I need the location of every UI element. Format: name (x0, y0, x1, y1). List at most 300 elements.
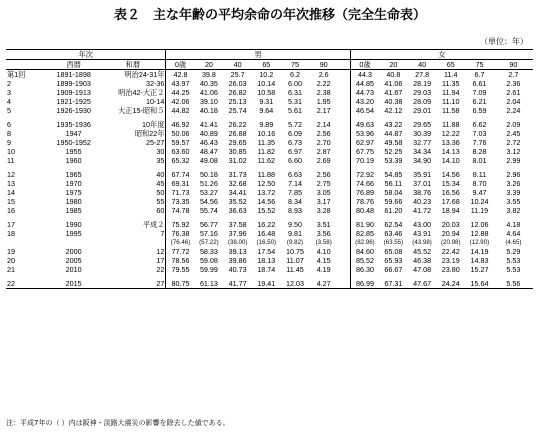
gap-cell (338, 220, 350, 229)
male-value: 40.35 (199, 79, 218, 88)
male-value: 61.13 (195, 279, 224, 289)
female-value: 6.61 (472, 79, 487, 88)
female-value: 2.96 (506, 170, 521, 179)
row-number: 20 (7, 256, 15, 265)
male-value: 5.72 (288, 120, 302, 129)
row-wareki: 明治24-31年 (124, 70, 165, 79)
male-value: 12.50 (257, 179, 276, 188)
male-value: 74.78 (166, 206, 195, 215)
row-number: 17 (7, 220, 15, 229)
header-age-m: 75 (281, 60, 310, 70)
male-value: 4.27 (309, 279, 338, 289)
male-value: 3.05 (316, 188, 331, 197)
row-wareki: 22 (156, 265, 165, 274)
male-value: 43.97 (166, 79, 195, 88)
male-value: 4.10 (316, 247, 331, 256)
male-value: 40.18 (199, 106, 218, 115)
female-value: 17.68 (441, 197, 460, 206)
female-value: 2.99 (506, 156, 521, 165)
header-age-f: 0歳 (350, 60, 379, 70)
female-value: 53.96 (350, 129, 379, 138)
gap-cell (338, 120, 350, 129)
female-value: 9.47 (472, 188, 487, 197)
male-value: 10.58 (257, 88, 276, 97)
row-seireki: 1975 (65, 188, 82, 197)
male-value: 58.33 (199, 247, 218, 256)
female-value: 3.82 (506, 206, 521, 215)
female-value: 3.55 (506, 197, 521, 206)
male-value: 3.17 (316, 197, 331, 206)
female-value: 29.01 (413, 106, 432, 115)
female-value: 78.76 (350, 197, 379, 206)
female-value: 5.29 (506, 247, 521, 256)
male-value: 44.25 (166, 88, 195, 97)
female-value: 86.30 (350, 265, 379, 274)
male-value: 2.14 (316, 120, 331, 129)
male-value: 10.75 (286, 247, 304, 256)
header-age-m: 20 (195, 60, 224, 70)
female-value: 38.76 (413, 188, 432, 197)
female-value: 10.24 (470, 197, 489, 206)
female-value: 65.93 (384, 256, 403, 265)
male-value: 11.45 (286, 265, 304, 274)
female-value: 61.20 (384, 206, 403, 215)
female-value: 28.09 (413, 97, 432, 106)
male-value: (16.50) (256, 239, 277, 246)
row-number: 第1回 (7, 70, 26, 79)
male-value: 40.73 (228, 265, 247, 274)
male-value: 2.22 (316, 79, 331, 88)
male-value: 39.8 (201, 70, 216, 79)
header-age-f: 90 (494, 60, 533, 70)
life-expectancy-table (6, 49, 533, 289)
table-row (6, 70, 533, 80)
female-value: 40.23 (413, 197, 432, 206)
female-value: 56.11 (384, 179, 403, 188)
female-value: 6.21 (472, 97, 487, 106)
male-value: 40.89 (199, 129, 218, 138)
row-number: 18 (7, 229, 15, 238)
row-wareki: 55 (156, 197, 165, 206)
female-value: 42.12 (384, 106, 403, 115)
gap-cell (338, 79, 350, 88)
male-value: 7.85 (288, 188, 302, 197)
row-wareki: 30 (156, 147, 165, 156)
male-value: 50.18 (199, 170, 218, 179)
male-value: 37.96 (228, 229, 247, 238)
male-value: 35.52 (228, 197, 247, 206)
female-value: 18.94 (441, 206, 460, 215)
row-number: 8 (7, 129, 11, 138)
male-value: 8.34 (288, 197, 302, 206)
male-value: 6.73 (288, 138, 302, 147)
male-value: 34.41 (228, 188, 247, 197)
male-value: 5.61 (288, 106, 302, 115)
female-value: 22.42 (441, 247, 460, 256)
row-wareki: 7 (160, 229, 165, 238)
male-value: 11.82 (257, 147, 276, 156)
male-value: 10.2 (259, 70, 274, 79)
female-value: 3.12 (506, 147, 521, 156)
female-value: 14.83 (470, 256, 489, 265)
female-value: 11.94 (442, 88, 460, 97)
row-number: 16 (7, 206, 15, 215)
row-seireki: 1970 (65, 179, 82, 188)
male-value: 65.32 (166, 156, 195, 165)
female-value: 82.85 (350, 229, 379, 238)
female-value: 46.38 (413, 256, 432, 265)
male-value: 17.54 (257, 247, 276, 256)
male-value: 7.14 (288, 179, 302, 188)
female-value: 15.34 (441, 179, 460, 188)
male-value: 4.19 (316, 265, 331, 274)
female-value: 14.13 (441, 147, 460, 156)
male-value: 59.57 (166, 138, 195, 147)
male-value: 14.56 (257, 197, 276, 206)
gap-cell (338, 238, 350, 247)
male-value: 55.74 (199, 206, 218, 215)
female-value: 67.31 (379, 279, 408, 289)
row-number: 9 (7, 138, 11, 147)
female-value: 49.63 (350, 120, 379, 129)
row-wareki: 50 (156, 188, 165, 197)
table-row (6, 256, 533, 265)
male-value: 26.22 (228, 120, 247, 129)
female-value: 15.64 (465, 279, 494, 289)
female-value: 65.08 (384, 247, 403, 256)
female-value: 37.01 (413, 179, 432, 188)
row-number: 3 (7, 88, 11, 97)
male-value: 2.69 (316, 156, 331, 165)
header-age-m: 0歳 (166, 60, 195, 70)
female-value: 54.85 (384, 170, 403, 179)
gap-cell (338, 179, 350, 188)
male-value: (9.82) (286, 239, 304, 246)
male-value: 4.15 (316, 256, 331, 265)
female-value: 41.06 (384, 79, 403, 88)
male-value: 12.03 (281, 279, 310, 289)
row-wareki: 60 (156, 206, 165, 215)
female-value: 45.52 (413, 247, 432, 256)
male-value: 2.75 (316, 179, 331, 188)
male-value: 26.03 (228, 79, 247, 88)
female-value: 6.7 (474, 70, 485, 79)
row-seireki: 1955 (65, 147, 82, 156)
female-value: (82.96) (350, 238, 379, 247)
male-value: 11.62 (257, 156, 276, 165)
female-value: 4.64 (506, 229, 521, 238)
row-number: 10 (7, 147, 15, 156)
female-value: 86.99 (350, 279, 379, 289)
row-wareki: 40 (156, 170, 165, 179)
female-value: 53.39 (384, 156, 403, 165)
female-value: 13.36 (441, 138, 460, 147)
table-title: 表２ 主な年齢の平均余命の年次推移（完全生命表） (113, 8, 426, 23)
row-seireki: 1926-1930 (56, 106, 91, 115)
male-value: 2.56 (316, 129, 331, 138)
row-seireki: 1909-1913 (56, 88, 91, 97)
male-value: 18.13 (257, 256, 276, 265)
female-value: 20.94 (441, 229, 460, 238)
female-value: 30.39 (413, 129, 432, 138)
row-wareki: 35 (156, 156, 165, 165)
male-value: 6.2 (290, 70, 300, 79)
gap-cell (338, 106, 350, 115)
female-value: 2.09 (506, 120, 521, 129)
male-value: 2.56 (316, 170, 331, 179)
row-number: 21 (7, 265, 15, 274)
row-number: 4 (7, 97, 11, 106)
gap-cell (338, 206, 350, 215)
female-value: 14.10 (441, 156, 460, 165)
male-value: 31.02 (228, 156, 247, 165)
row-seireki: 1950-1952 (56, 138, 91, 147)
header-age-f: 75 (465, 60, 494, 70)
female-value: 8.28 (472, 147, 487, 156)
row-seireki: 1947 (65, 129, 82, 138)
female-value: 23.19 (441, 256, 460, 265)
table-row (6, 188, 533, 197)
table-row (6, 170, 533, 179)
female-value: 2.72 (506, 138, 521, 147)
row-seireki: 1985 (65, 206, 82, 215)
female-value: 24.24 (436, 279, 465, 289)
gap-cell (338, 229, 350, 238)
header-age-f: 65 (436, 60, 465, 70)
male-value: 29.65 (228, 138, 247, 147)
male-value: 16.48 (257, 229, 276, 238)
row-wareki: 17 (156, 256, 165, 265)
male-value: 41.06 (199, 88, 218, 97)
male-value: 6.09 (288, 129, 302, 138)
male-value: 37.58 (228, 220, 247, 229)
table-row (6, 147, 533, 156)
female-value: 11.4 (444, 70, 458, 79)
header-age-m: 90 (309, 60, 338, 70)
female-value: (4.65) (505, 239, 522, 246)
female-value: 6.59 (472, 106, 487, 115)
female-value: 81.90 (350, 220, 379, 229)
male-value: 59.99 (199, 265, 218, 274)
female-value: 2.7 (508, 70, 519, 79)
male-value: 39.10 (199, 97, 218, 106)
row-number: 22 (6, 279, 47, 289)
male-value: 54.56 (199, 197, 218, 206)
gap-cell (338, 247, 350, 256)
gap-cell (338, 170, 350, 179)
female-value: 2.61 (506, 88, 521, 97)
female-value: 29.03 (413, 88, 432, 97)
table-row (6, 229, 533, 238)
female-value: 16.56 (441, 188, 460, 197)
female-value: 74.66 (350, 179, 379, 188)
female-value: 63.46 (384, 229, 403, 238)
table-row (6, 97, 533, 106)
row-wareki: 昭和22年 (134, 129, 165, 138)
table-row (6, 156, 533, 165)
row-wareki: 27 (100, 279, 166, 289)
header-nenji: 年次 (6, 50, 166, 60)
female-value: 8.11 (472, 170, 487, 179)
male-value: 11.35 (257, 138, 276, 147)
header-age-f: 20 (379, 60, 408, 70)
male-value: 6.97 (288, 147, 302, 156)
male-value: 80.75 (166, 279, 195, 289)
row-seireki: 1921-1925 (56, 97, 91, 106)
gap-cell (338, 265, 350, 274)
male-value: 16.22 (257, 220, 276, 229)
female-value: 7.03 (472, 129, 487, 138)
female-value: 40.8 (386, 70, 401, 79)
gap-cell (338, 70, 350, 80)
male-value: 3.56 (316, 229, 331, 238)
female-value: 85.52 (350, 256, 379, 265)
row-number: 12 (7, 170, 15, 179)
female-value: 15.27 (470, 265, 489, 274)
female-value: 47.08 (413, 265, 432, 274)
male-value: 25.74 (228, 106, 247, 115)
female-value: 41.72 (413, 206, 432, 215)
male-value: 9.64 (259, 106, 274, 115)
male-value: 50.06 (166, 129, 195, 138)
female-value: 43.00 (413, 220, 432, 229)
female-value: 11.58 (442, 106, 460, 115)
male-value: 51.26 (199, 179, 218, 188)
male-value: 44.82 (166, 106, 195, 115)
male-value: 6.00 (288, 79, 302, 88)
male-value: 41.77 (223, 279, 252, 289)
row-seireki: 1899-1903 (56, 79, 91, 88)
male-value: 48.47 (199, 147, 218, 156)
female-value: 34.90 (413, 156, 432, 165)
male-value: 77.72 (166, 247, 195, 256)
male-value: 75.92 (166, 220, 195, 229)
female-value: 84.60 (350, 247, 379, 256)
female-value: 43.22 (384, 120, 403, 129)
female-value: (43.98) (412, 239, 432, 246)
row-seireki: 1960 (65, 156, 82, 165)
table-row (6, 129, 533, 138)
row-seireki: 1965 (65, 170, 82, 179)
female-value: 2.45 (506, 129, 521, 138)
female-value: 44.3 (350, 70, 379, 80)
male-value: 42.06 (166, 97, 195, 106)
male-value: 2.38 (316, 88, 331, 97)
male-value: 13.72 (257, 188, 276, 197)
male-value: 11.07 (286, 256, 304, 265)
male-value: 1.95 (316, 97, 331, 106)
footnote: 注：平成7年の（ ）内は阪神・淡路大震災の影響を除去した値である。 (6, 419, 230, 427)
table-row (6, 247, 533, 256)
male-value: 5.31 (288, 97, 302, 106)
row-wareki: 10年度 (142, 120, 165, 129)
female-value: 41.67 (384, 88, 403, 97)
gap-cell (338, 147, 350, 156)
female-value: 11.88 (442, 120, 460, 129)
row-number: 5 (7, 106, 11, 115)
female-value: 67.75 (350, 147, 379, 156)
row-seireki (47, 238, 100, 247)
row-number: 19 (7, 247, 15, 256)
male-value: 6.31 (288, 88, 302, 97)
row-number: 2 (7, 79, 11, 88)
female-value: 43.20 (350, 97, 379, 106)
row-number: 14 (7, 188, 15, 197)
female-value: 35.91 (413, 170, 432, 179)
female-value: 14.56 (441, 170, 460, 179)
male-value: (57.22) (199, 239, 219, 246)
female-value: 72.92 (350, 170, 379, 179)
male-value: 11.88 (257, 170, 276, 179)
female-value: 12.88 (470, 229, 489, 238)
row-wareki: 明治42-大正２ (118, 88, 165, 97)
table-row (6, 106, 533, 115)
female-value: 58.04 (384, 188, 403, 197)
row-wareki: 平成２ (142, 220, 165, 229)
female-value: 11.10 (442, 97, 460, 106)
header-age-m: 65 (252, 60, 281, 70)
female-value: 5.56 (494, 279, 533, 289)
gap-cell (338, 188, 350, 197)
female-value: 11.35 (442, 79, 460, 88)
female-value: 43.91 (413, 229, 432, 238)
female-value: 66.67 (384, 265, 403, 274)
table-row (6, 79, 533, 88)
male-value: 59.08 (199, 256, 218, 265)
female-value: 8.70 (472, 179, 487, 188)
male-value: 71.73 (166, 188, 195, 197)
male-value: 46.43 (199, 138, 218, 147)
male-value: 19.41 (252, 279, 281, 289)
female-value: 59.66 (384, 197, 403, 206)
male-value: 46.92 (166, 120, 195, 129)
male-value: 32.68 (228, 179, 247, 188)
male-value: 78.56 (166, 256, 195, 265)
female-value: 8.01 (472, 156, 487, 165)
female-value: 70.19 (350, 156, 379, 165)
male-value: 76.38 (166, 229, 195, 238)
female-value: 11.19 (470, 206, 489, 215)
female-value: (63.55) (383, 239, 404, 246)
male-value: 39.13 (228, 247, 247, 256)
male-value: 30.85 (228, 147, 247, 156)
male-value: 18.74 (257, 265, 276, 274)
gap-cell (338, 88, 350, 97)
gap-cell (338, 97, 350, 106)
male-value: 2.70 (316, 138, 331, 147)
table-row (6, 179, 533, 188)
male-value: 8.93 (288, 206, 302, 215)
female-value: 34.34 (413, 147, 432, 156)
female-value: (12.90) (469, 239, 490, 246)
row-wareki (100, 238, 166, 247)
female-value: 23.80 (441, 265, 460, 274)
row-wareki: 10-14 (146, 97, 165, 106)
row-seireki: 1995 (65, 229, 82, 238)
gap-cell (338, 256, 350, 265)
row-seireki: 2000 (65, 247, 82, 256)
female-value: 49.58 (384, 138, 403, 147)
row-wareki: 25-27 (146, 138, 165, 147)
female-value: 14.19 (470, 247, 489, 256)
female-value: 4.18 (506, 220, 521, 229)
female-value: 76.89 (350, 188, 379, 197)
female-value: 62.97 (350, 138, 379, 147)
male-value: 25.7 (230, 70, 245, 79)
header-age-f: 40 (408, 60, 437, 70)
female-value: (20.98) (440, 239, 461, 246)
female-value: 3.26 (506, 179, 521, 188)
